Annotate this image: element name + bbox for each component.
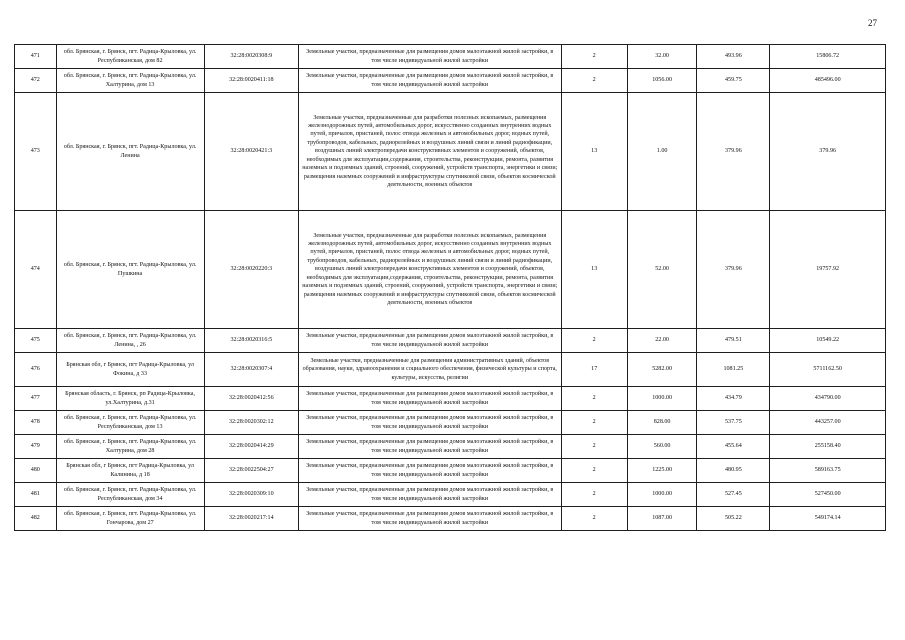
cadastral-number-cell: 32:28:0020414:29 — [204, 435, 298, 459]
cadastral-value-cell: 5711162.50 — [770, 353, 886, 387]
area-cell: 560.00 — [627, 435, 697, 459]
cadastral-number-cell: 32:28:0020217:14 — [204, 507, 298, 531]
address-cell: Брянская область, г. Брянск, рп Радица-Крыловка, ул.Халтурина, д.31 — [56, 387, 204, 411]
group-cell: 2 — [561, 459, 627, 483]
specific-value-cell: 379.96 — [697, 93, 770, 211]
land-use-description-cell: Земельные участки, предназначенные для размещения домов малоэтажной жилой застройки, в том числе индивидуальной жилой застройки — [298, 69, 561, 93]
address-cell: обл. Брянская, г. Брянск, пгт. Радица-Крыловка, ул. Республиканская, дом 13 — [56, 411, 204, 435]
table-row — [15, 69, 886, 93]
cadastral-value-cell: 443257.00 — [770, 411, 886, 435]
row-number: 481 — [15, 483, 57, 507]
table-row — [15, 329, 886, 353]
specific-value-cell: 434.79 — [697, 387, 770, 411]
address-cell: обл. Брянская, г. Брянск, пгт. Радица-Крыловка, ул. Ленина — [56, 93, 204, 211]
row-number: 479 — [15, 435, 57, 459]
cadastral-number-cell: 32:28:0020308:9 — [204, 45, 298, 69]
cadastral-number-cell: 32:28:0020316:5 — [204, 329, 298, 353]
group-cell: 2 — [561, 411, 627, 435]
specific-value-cell: 480.95 — [697, 459, 770, 483]
land-use-description-cell: Земельные участки, предназначенные для размещения домов малоэтажной жилой застройки, в том числе индивидуальной жилой застройки — [298, 387, 561, 411]
land-use-description-cell: Земельные участки, предназначенные для разработки полезных ископаемых, размещения железнодорожных путей, автомобильных дорог, искусственно созданных внутренних водных путей, причалов, пристаней, полос отвода железных и автомобильных дорог, водных путей, трубопроводов, кабельных, радиорелейных и воздушных линий связи и линий радиофикации, воздушных линий электропередачи конструктивных элементов и сооружений, объектов, необходимых для эксплуатации,содержания, строительства, реконструкции, ремонта, развития наземных и подземных зданий, строений, сооружений, устройств транспорта, энергетики и связи; размещения наземных сооружений и инфраструктуры спутниковой связи, объектов космической деятельности, военных объектов — [298, 211, 561, 329]
row-number: 476 — [15, 353, 57, 387]
row-number: 473 — [15, 93, 57, 211]
land-use-description-cell: Земельные участки, предназначенные для разработки полезных ископаемых, размещения железнодорожных путей, автомобильных дорог, искусственно созданных внутренних водных путей, причалов, пристаней, полос отвода железных и автомобильных дорог, водных путей, трубопроводов, кабельных, радиорелейных и воздушных линий связи и линий радиофикации, воздушных линий электропередачи конструктивных элементов и сооружений, объектов, необходимых для эксплуатации,содержания, строительства, реконструкции, ремонта, развития наземных и подземных зданий, строений, сооружений, устройств транспорта, энергетики и связи; размещения наземных сооружений и инфраструктуры спутниковой связи, объектов космической деятельности, военных объектов — [298, 93, 561, 211]
area-cell: 52.00 — [627, 211, 697, 329]
cadastral-value-cell: 19757.92 — [770, 211, 886, 329]
land-use-description-cell: Земельные участки, предназначенные для размещения домов малоэтажной жилой застройки, в том числе индивидуальной жилой застройки — [298, 483, 561, 507]
address-cell: обл. Брянская, г. Брянск, пгт. Радица-Крыловка, ул. Пушкина — [56, 211, 204, 329]
table-row — [15, 45, 886, 69]
specific-value-cell: 493.96 — [697, 45, 770, 69]
row-number: 478 — [15, 411, 57, 435]
cadastral-value-cell: 10549.22 — [770, 329, 886, 353]
row-number: 482 — [15, 507, 57, 531]
area-cell: 1056.00 — [627, 69, 697, 93]
area-cell: 32.00 — [627, 45, 697, 69]
group-cell: 2 — [561, 45, 627, 69]
table-row — [15, 507, 886, 531]
specific-value-cell: 505.22 — [697, 507, 770, 531]
group-cell: 17 — [561, 353, 627, 387]
group-cell: 2 — [561, 69, 627, 93]
cadastral-number-cell: 32:28:0020307:4 — [204, 353, 298, 387]
row-number: 477 — [15, 387, 57, 411]
area-cell: 1000.00 — [627, 387, 697, 411]
page-number: 27 — [868, 18, 877, 28]
table-row — [15, 93, 886, 211]
land-use-description-cell: Земельные участки, предназначенные для размещения домов малоэтажной жилой застройки, в том числе индивидуальной жилой застройки — [298, 411, 561, 435]
row-number: 475 — [15, 329, 57, 353]
address-cell: Брянская обл, г Брянск, пгт Радица-Крыловка, ул Фокина, д 33 — [56, 353, 204, 387]
address-cell: обл. Брянская, г. Брянск, пгт. Радица-Крыловка, ул. Ленина, , 26 — [56, 329, 204, 353]
specific-value-cell: 455.64 — [697, 435, 770, 459]
area-cell: 1.00 — [627, 93, 697, 211]
cadastral-number-cell: 32:28:0020302:12 — [204, 411, 298, 435]
land-use-description-cell: Земельные участки, предназначенные для размещения домов малоэтажной жилой застройки, в том числе индивидуальной жилой застройки — [298, 459, 561, 483]
table-row — [15, 411, 886, 435]
address-cell: обл. Брянская, г. Брянск, пгт. Радица-Крыловка, ул. Республиканская, дом 82 — [56, 45, 204, 69]
cadastral-number-cell: 32:28:0020412:56 — [204, 387, 298, 411]
cadastral-value-cell: 15806.72 — [770, 45, 886, 69]
address-cell: обл. Брянская, г. Брянск, пгт. Радица-Крыловка, ул. Халтурина, дом 13 — [56, 69, 204, 93]
table-row — [15, 459, 886, 483]
cadastral-number-cell: 32:28:0020309:10 — [204, 483, 298, 507]
land-register-table — [14, 44, 886, 531]
cadastral-value-cell: 527450.00 — [770, 483, 886, 507]
group-cell: 2 — [561, 387, 627, 411]
cadastral-number-cell: 32:28:0020411:18 — [204, 69, 298, 93]
cadastral-value-cell: 434790.00 — [770, 387, 886, 411]
land-use-description-cell: Земельные участки, предназначенные для размещения домов малоэтажной жилой застройки, в том числе индивидуальной жилой застройки — [298, 329, 561, 353]
row-number: 480 — [15, 459, 57, 483]
specific-value-cell: 379.96 — [697, 211, 770, 329]
group-cell: 2 — [561, 483, 627, 507]
cadastral-value-cell: 485496.00 — [770, 69, 886, 93]
specific-value-cell: 527.45 — [697, 483, 770, 507]
group-cell: 2 — [561, 435, 627, 459]
specific-value-cell: 537.75 — [697, 411, 770, 435]
cadastral-number-cell: 32:28:0020220:3 — [204, 211, 298, 329]
table-row — [15, 387, 886, 411]
cadastral-number-cell: 32:28:0020421:3 — [204, 93, 298, 211]
row-number: 471 — [15, 45, 57, 69]
table-row — [15, 435, 886, 459]
table-row — [15, 211, 886, 329]
address-cell: обл. Брянская, г. Брянск, пгт. Радица-Крыловка, ул. Гончарова, дом 27 — [56, 507, 204, 531]
cadastral-value-cell: 589163.75 — [770, 459, 886, 483]
cadastral-value-cell: 549174.14 — [770, 507, 886, 531]
specific-value-cell: 479.51 — [697, 329, 770, 353]
address-cell: обл. Брянская, г. Брянск, пгт. Радица-Крыловка, ул. Республиканская, дом 34 — [56, 483, 204, 507]
row-number: 472 — [15, 69, 57, 93]
area-cell: 22.00 — [627, 329, 697, 353]
area-cell: 5282.00 — [627, 353, 697, 387]
table-row — [15, 353, 886, 387]
cadastral-value-cell: 379.96 — [770, 93, 886, 211]
specific-value-cell: 1081.25 — [697, 353, 770, 387]
area-cell: 1087.00 — [627, 507, 697, 531]
area-cell: 1000.00 — [627, 483, 697, 507]
table-body — [15, 45, 886, 531]
group-cell: 2 — [561, 507, 627, 531]
area-cell: 1225.00 — [627, 459, 697, 483]
specific-value-cell: 459.75 — [697, 69, 770, 93]
group-cell: 13 — [561, 93, 627, 211]
cadastral-number-cell: 32:28:0022504:27 — [204, 459, 298, 483]
row-number: 474 — [15, 211, 57, 329]
area-cell: 828.00 — [627, 411, 697, 435]
cadastral-value-cell: 255158.40 — [770, 435, 886, 459]
address-cell: обл. Брянская, г. Брянск, пгт. Радица-Крыловка, ул. Халтурина, дом 28 — [56, 435, 204, 459]
land-use-description-cell: Земельные участки, предназначенные для размещения административных зданий, объектов образования, науки, здравоохранения и социального обеспечения, физической культуры и спорта, культуры, искусства, религии — [298, 353, 561, 387]
table-row — [15, 483, 886, 507]
land-use-description-cell: Земельные участки, предназначенные для размещения домов малоэтажной жилой застройки, в том числе индивидуальной жилой застройки — [298, 507, 561, 531]
address-cell: Брянская обл, г Брянск, пгт Радица-Крыловка, ул Калинина, д 18 — [56, 459, 204, 483]
land-use-description-cell: Земельные участки, предназначенные для размещения домов малоэтажной жилой застройки, в том числе индивидуальной жилой застройки — [298, 435, 561, 459]
land-use-description-cell: Земельные участки, предназначенные для размещения домов малоэтажной жилой застройки, в том числе индивидуальной жилой застройки — [298, 45, 561, 69]
group-cell: 2 — [561, 329, 627, 353]
group-cell: 13 — [561, 211, 627, 329]
